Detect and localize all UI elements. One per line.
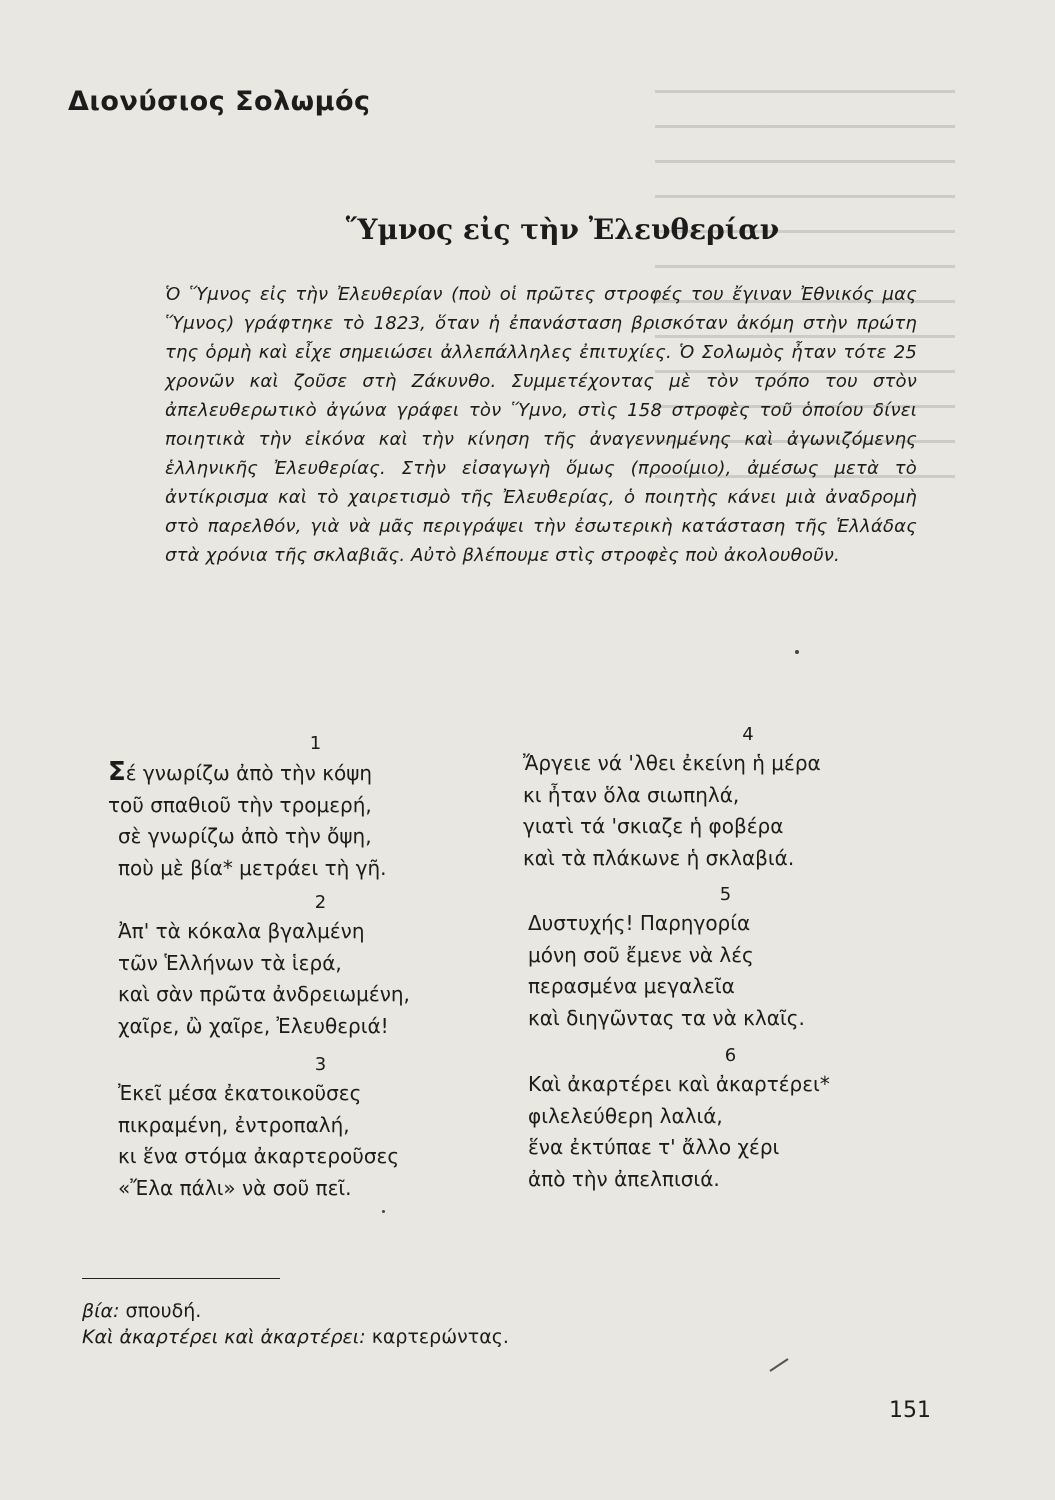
stanza-line: ἕνα ἐκτύπαε τ' ἄλλο χέρι [528, 1135, 780, 1159]
intro-paragraph: Ὁ Ὕμνος εἰς τὴν Ἐλευθερίαν (ποὺ οἱ πρῶτες στροφές του ἔγιναν Ἐθνικός μας Ὕμνος) γράφτηκε τὸ 1823, ὅταν ἡ ἐπανάσταση βρισκόταν ἀκόμη στὴν πρώτη της ὁρμὴ καὶ εἶχε σημειώσει ἀλλεπάλληλες ἐπιτυχίες. Ὁ Σολωμὸς ἦταν τότε 25 χρονῶν καὶ ζοῦσε στὴ Ζάκυνθο. Συμμετέχοντας μὲ τὸν τρόπο του στὸν ἀπελευθερωτικὸ ἀγώνα γράφει τὸν Ὕμνο, στὶς 158 στροφὲς τοῦ ὁποίου δίνει ποιητικὰ τὴν εἰκόνα καὶ τὴν κίνηση τῆς ἀναγεννημένης καὶ ἀγωνιζόμενης ἑλληνικῆς Ἐλευθερίας. Στὴν εἰσαγωγὴ ὅμως (προοίμιο), ἀμέσως μετὰ τὸ ἀντίκρισμα καὶ τὸ χαιρετισμὸ τῆς Ἐλευθερίας, ὁ ποιητὴς κάνει μιὰ ἀναδρομὴ στὸ παρελθόν, γιὰ νὰ μᾶς περιγράψει τὴν ἐσωτερικὴ κατάσταση τῆς Ἑλλάδας στὰ χρόνια τῆς σκλαβιᾶς. Αὐτὸ βλέπουμε στὶς στροφὲς ποὺ ἀκολουθοῦν. [165, 284, 917, 566]
footnote-term: Καὶ ἀκαρτέρει καὶ ἀκαρτέρει: [82, 1326, 366, 1348]
stanza-line: καὶ τὰ πλάκωνε ἡ σκλαβιά. [523, 845, 795, 870]
drop-cap: Σ [108, 757, 126, 787]
stanza-line: πικραμένη, ἐντροπαλή, [118, 1112, 350, 1137]
footnote-rule [82, 1278, 280, 1279]
stanza-line: χαῖρε, ὢ χαῖρε, Ἐλευθεριά! [118, 1013, 389, 1038]
stanza-5 [528, 882, 908, 1034]
stanza-2 [118, 890, 438, 1042]
stanza-line: Καὶ ἀκαρτέρει καὶ ἀκαρτέρει* [528, 1072, 830, 1096]
stanza-line: περασμένα μεγαλεῖα [528, 974, 735, 998]
poem-title: Ὕμνος εἰς τὴν Ἐλευθερίαν [345, 213, 780, 246]
stanza-number: 2 [314, 892, 327, 913]
stanza-number: 5 [719, 884, 732, 905]
stanza-line: ἀπὸ τὴν ἀπελπισιά. [528, 1166, 720, 1191]
footnote-term: βία: [82, 1300, 120, 1322]
stanza-1 [108, 731, 428, 884]
footnote-definition: σπουδή. [125, 1300, 202, 1322]
stanza-number: 1 [309, 733, 322, 754]
stanza-4 [523, 722, 903, 874]
footnote-definition: καρτερώντας. [371, 1326, 509, 1348]
pencil-mark-decoration [768, 1357, 790, 1373]
stanza-line: Ἀπ' τὰ κόκαλα βγαλμένη [118, 919, 365, 943]
author-heading: Διονύσιος Σολωμός [68, 86, 371, 117]
stanza-line: τῶν Ἑλλήνων τὰ ἱερά, [118, 950, 342, 975]
stanza-6 [528, 1043, 908, 1195]
stanza-line: καὶ διηγῶντας τα νὰ κλαῖς. [528, 1005, 805, 1030]
stanza-number: 6 [724, 1045, 737, 1066]
stanza-number: 4 [742, 724, 754, 745]
stanza-line: Δυστυχής! Παρηγορία [528, 911, 751, 935]
ink-speck [795, 650, 799, 654]
stanza-line: Ἄργειε νά 'λθει ἐκείνη ἡ μέρα [523, 751, 821, 775]
stanza-line: τοῦ σπαθιοῦ τὴν τρομερή, [108, 792, 372, 817]
ink-speck [382, 1210, 385, 1213]
stanza-line: κι ἦταν ὅλα σιωπηλά, [523, 782, 740, 807]
stanza-line: σὲ γνωρίζω ἀπὸ τὴν ὄψη, [118, 824, 372, 848]
stanza-line: καὶ σὰν πρῶτα ἀνδρειωμένη, [118, 982, 410, 1006]
stanza-line: κι ἕνα στόμα ἀκαρτεροῦσες [118, 1144, 400, 1168]
stanza-line: μόνη σοῦ ἔμενε νὰ λές [528, 942, 754, 967]
stanza-line: «Ἔλα πάλι» νὰ σοῦ πεῖ. [118, 1175, 352, 1200]
stanza-line: γιατὶ τά 'σκιαζε ἡ φοβέρα [523, 814, 784, 838]
footnote-2 [82, 1326, 509, 1348]
stanza-line [108, 757, 428, 790]
stanza-line: φιλελεύθερη λαλιά, [528, 1103, 723, 1128]
page-number: 151 [889, 1398, 931, 1423]
stanza-line: ποὺ μὲ βία* μετράει τὴ γῆ. [118, 855, 387, 880]
stanza-line-text: έ γνωρίζω ἀπὸ τὴν κόψη [125, 761, 373, 785]
stanza-line: Ἐκεῖ μέσα ἐκατοικοῦσες [118, 1081, 362, 1105]
stanza-number: 3 [314, 1054, 327, 1075]
stanza-3 [118, 1052, 438, 1204]
footnote-1 [82, 1300, 201, 1322]
